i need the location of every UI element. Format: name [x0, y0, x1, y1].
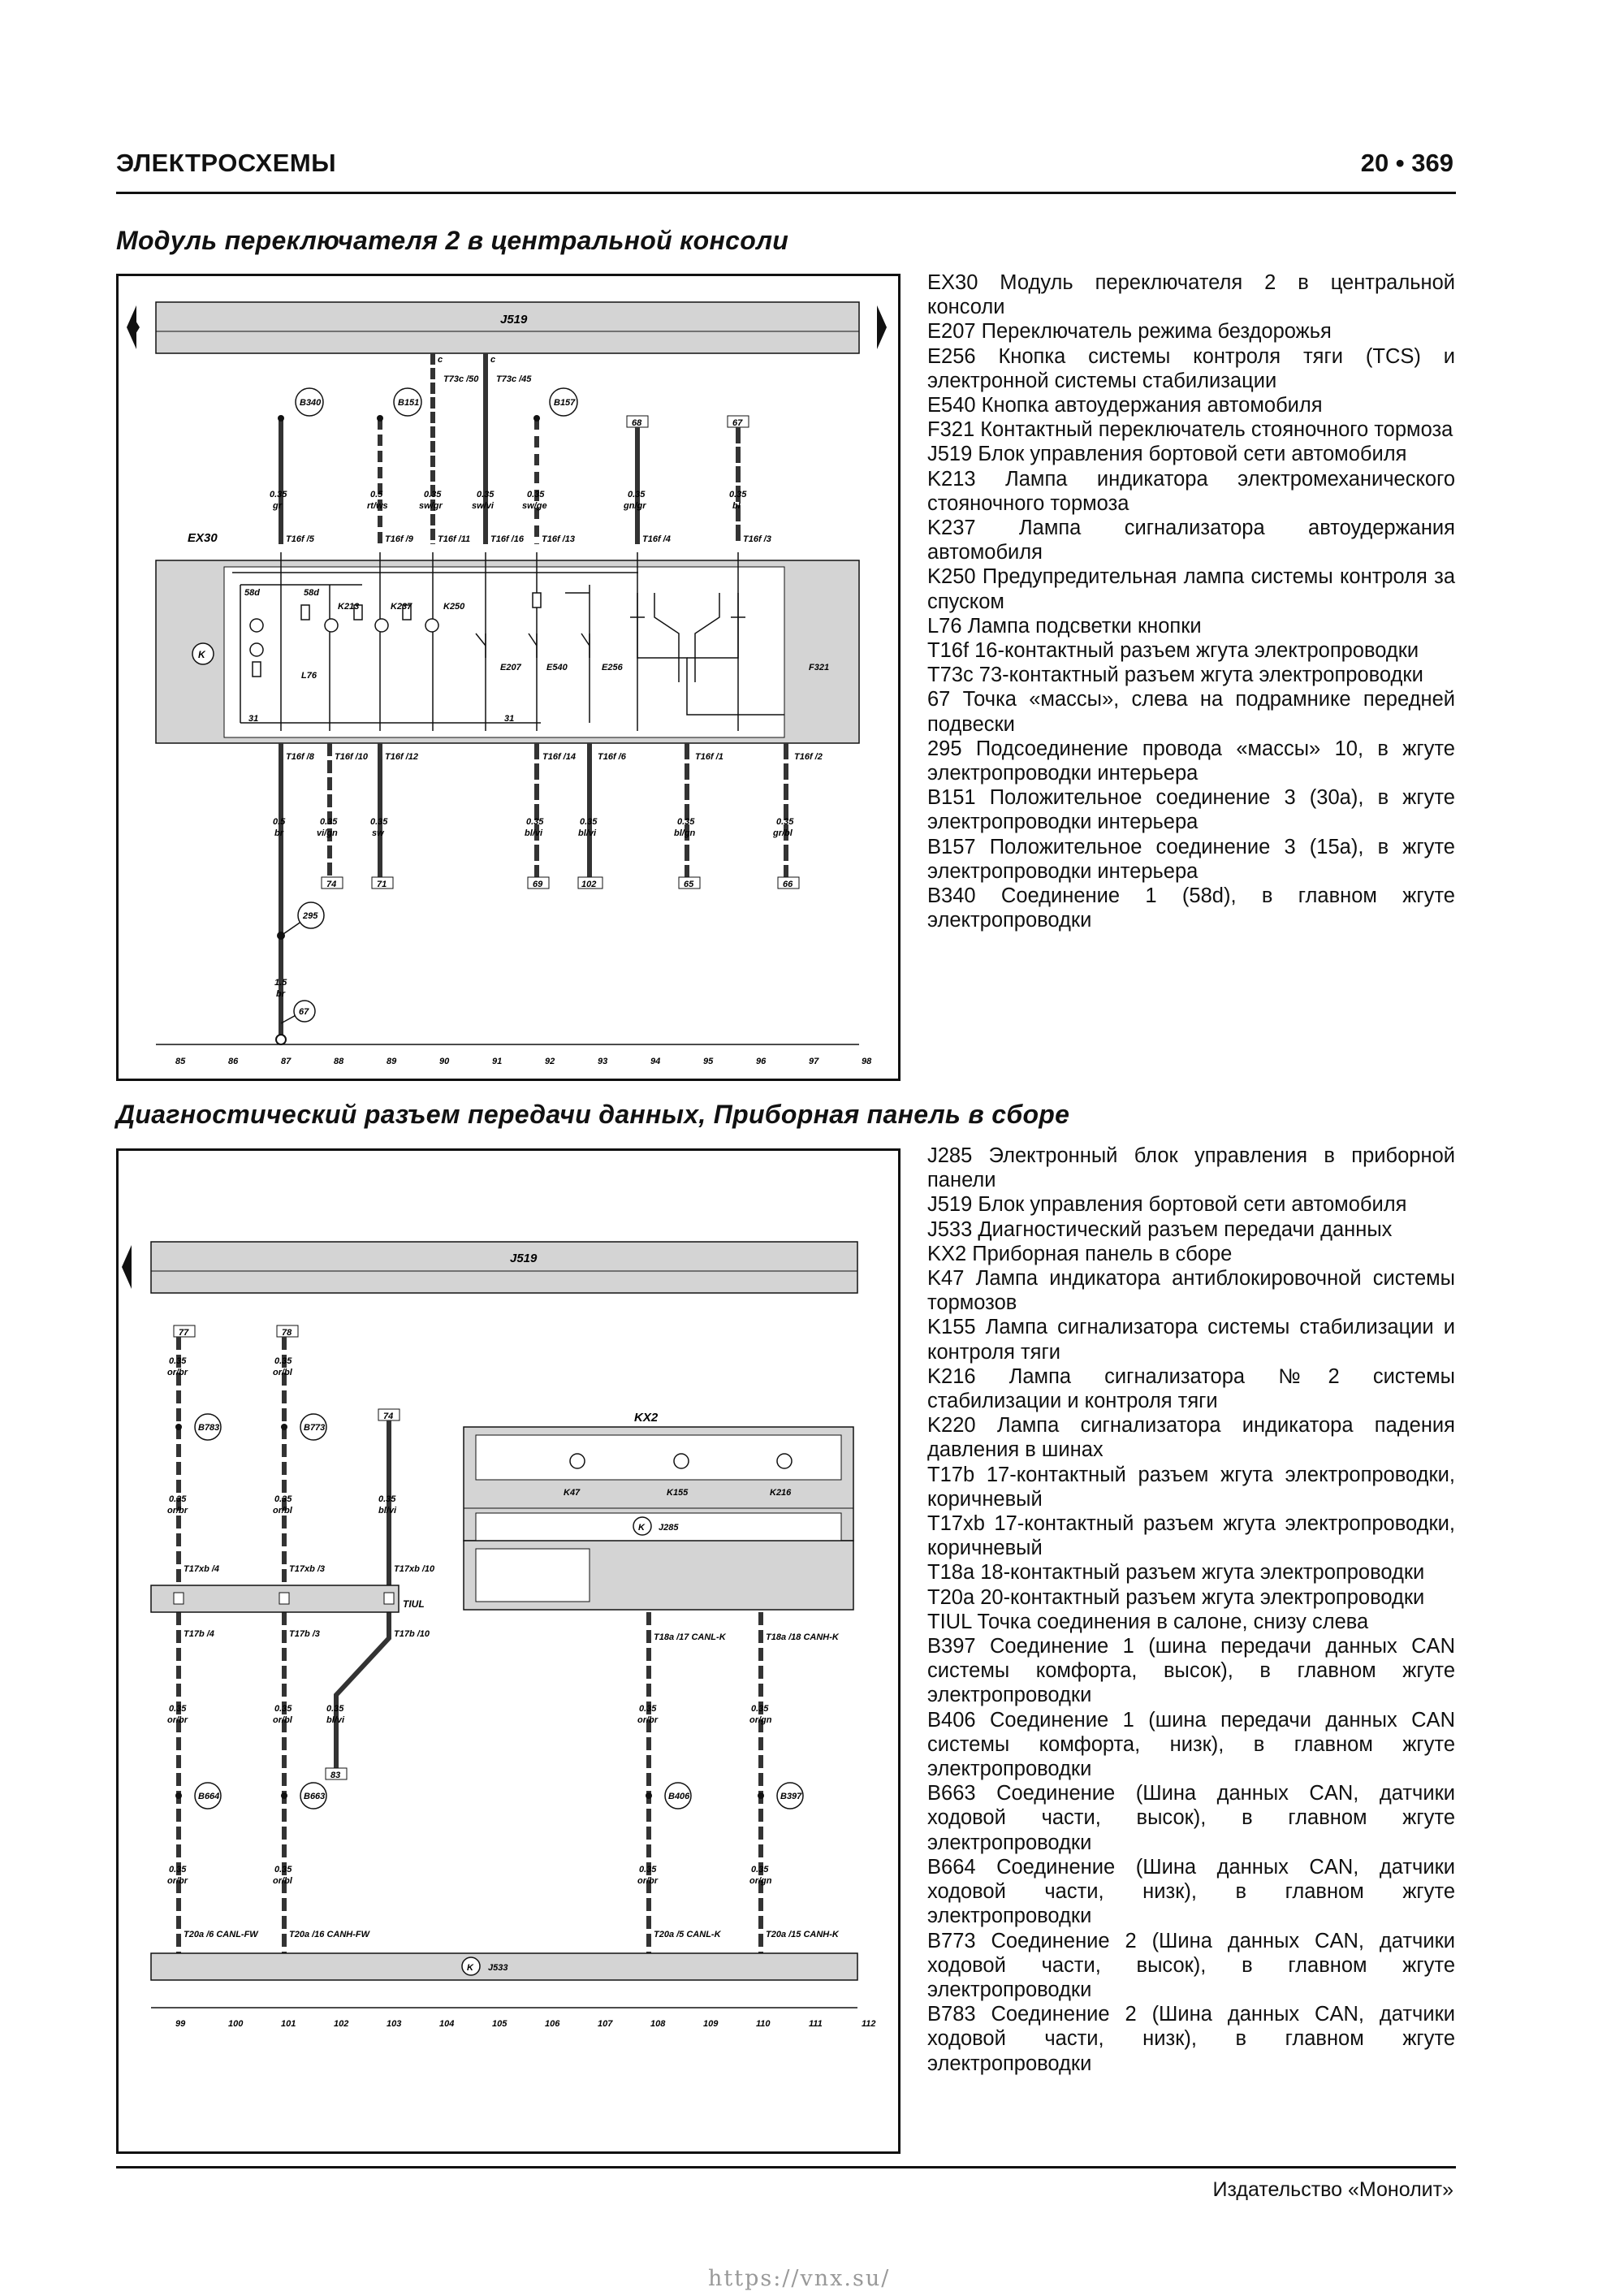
scale-tick-label: 100	[228, 2019, 244, 2029]
scale-tick-label: 104	[439, 2019, 455, 2029]
svg-text:T16f /16: T16f /16	[490, 534, 524, 544]
svg-text:T17b /10: T17b /10	[394, 1629, 430, 1639]
svg-text:T17b /3: T17b /3	[289, 1629, 320, 1639]
legend-entry: T73c 73-контактный разъем жгута электропроводки	[927, 664, 1423, 687]
svg-text:0.35: 0.35	[729, 490, 747, 499]
svg-text:0.5: 0.5	[273, 817, 286, 827]
svg-text:B406: B406	[668, 1792, 690, 1801]
svg-text:T18a /18 CANH-K: T18a /18 CANH-K	[766, 1632, 839, 1642]
svg-text:0.35: 0.35	[274, 1865, 292, 1874]
svg-text:T20a /5 CANL-K: T20a /5 CANL-K	[654, 1930, 721, 1939]
watermark-url: https://vnx.su/	[708, 2266, 891, 2291]
svg-text:69: 69	[533, 880, 543, 889]
legend-entry: B663 Соединение (Шина данных CAN, датчики ходовой части, высок), в главном жгуте электропроводки	[927, 1782, 1455, 1854]
svg-text:or/br: or/br	[167, 1715, 188, 1725]
svg-text:0.35: 0.35	[274, 1704, 292, 1714]
scale-tick-label: 94	[650, 1057, 661, 1066]
svg-text:102: 102	[581, 880, 597, 889]
legend-entry: KX2 Приборная панель в сборе	[927, 1242, 1233, 1265]
svg-text:T17b /4: T17b /4	[184, 1629, 214, 1639]
legend-entry: K220 Лампа сигнализатора индикатора падения давления в шинах	[927, 1414, 1455, 1462]
c-mark: c	[438, 355, 443, 365]
lamp-k155-icon	[674, 1454, 689, 1468]
legend-entry: T18a 18-контактный разъем жгута электропроводки	[927, 1561, 1425, 1585]
module-label: EX30	[188, 531, 218, 545]
svg-text:0.35: 0.35	[526, 817, 544, 827]
svg-text:0.35: 0.35	[639, 1704, 657, 1714]
scale-tick-label: 99	[175, 2019, 186, 2029]
svg-text:TIUL: TIUL	[403, 1598, 425, 1610]
svg-text:J519: J519	[510, 1252, 538, 1265]
svg-text:78: 78	[282, 1328, 292, 1338]
svg-text:B783: B783	[198, 1423, 220, 1433]
legend-entry: E540 Кнопка автоудержания автомобиля	[927, 394, 1323, 417]
svg-text:31: 31	[248, 714, 259, 724]
svg-text:K: K	[638, 1523, 645, 1533]
svg-text:E256: E256	[602, 663, 623, 672]
svg-text:T16f /9: T16f /9	[385, 534, 413, 544]
svg-text:66: 66	[783, 880, 793, 889]
svg-text:vi/gn: vi/gn	[317, 828, 338, 838]
scale-tick-label: 102	[334, 2019, 349, 2029]
svg-text:T20a /6 CANL-FW: T20a /6 CANL-FW	[184, 1930, 258, 1939]
svg-text:B663: B663	[304, 1792, 326, 1801]
svg-text:sw/ge: sw/ge	[522, 501, 547, 511]
svg-text:0.35: 0.35	[169, 1704, 187, 1714]
svg-text:0.35: 0.35	[378, 1494, 396, 1504]
scale-tick-label: 87	[281, 1057, 292, 1066]
svg-text:K155: K155	[667, 1488, 689, 1498]
svg-text:J533: J533	[488, 1963, 508, 1973]
svg-text:br: br	[276, 989, 285, 999]
column-scale	[175, 2019, 876, 2029]
svg-text:0.35: 0.35	[169, 1356, 187, 1366]
lamp-k47-icon	[570, 1454, 585, 1468]
j519-bus-bar	[156, 302, 859, 353]
svg-text:T16f /8: T16f /8	[286, 752, 314, 762]
svg-text:0.35: 0.35	[628, 490, 646, 499]
running-header-section: ЭЛЕКТРОСХЕМЫ	[116, 149, 337, 177]
svg-text:T16f /3: T16f /3	[743, 534, 771, 544]
svg-text:T16f /12: T16f /12	[385, 752, 418, 762]
svg-text:T16f /5: T16f /5	[286, 534, 314, 544]
svg-text:bl: bl	[732, 501, 741, 511]
legend-entry: B664 Соединение (Шина данных CAN, датчики ходовой части, низк), в главном жгуте электропроводки	[927, 1855, 1455, 1928]
legend-entry: B340 Соединение 1 (58d), в главном жгуте электропроводки	[927, 884, 1455, 932]
publisher: Издательство «Монолит»	[1212, 2178, 1453, 2201]
svg-text:58d: 58d	[244, 588, 260, 598]
section2-legend	[927, 1144, 1455, 2076]
legend-entry: K250 Предупредительная лампа системы контроля за спуском	[927, 565, 1455, 613]
svg-text:1.5: 1.5	[274, 978, 287, 988]
svg-text:0.35: 0.35	[639, 1865, 657, 1874]
svg-text:T17xb /3: T17xb /3	[289, 1564, 326, 1574]
svg-text:65: 65	[684, 880, 694, 889]
svg-text:K: K	[198, 649, 205, 660]
bottom-wires	[281, 743, 786, 1036]
scale-tick-label: 98	[862, 1057, 872, 1066]
lamp-icon	[250, 643, 263, 656]
scale-tick-label: 105	[492, 2019, 508, 2029]
svg-text:0.35: 0.35	[274, 1494, 292, 1504]
scale-tick-label: 95	[703, 1057, 714, 1066]
svg-text:T16f /6: T16f /6	[598, 752, 626, 762]
section2-title: Диагностический разъем передачи данных, Приборная панель в сборе	[116, 1100, 1070, 1129]
legend-entry: B397 Соединение 1 (шина передачи данных CAN системы комфорта, высок), в главном жгуте электропроводки	[927, 1635, 1455, 1707]
footer-rule	[116, 2166, 1456, 2168]
svg-text:or/bl: or/bl	[273, 1506, 292, 1516]
svg-text:67: 67	[299, 1007, 309, 1017]
svg-text:bl/gn: bl/gn	[674, 828, 696, 838]
scale-tick-label: 85	[175, 1057, 186, 1066]
page-number: 20 • 369	[1360, 149, 1453, 177]
scale-tick-label: 86	[228, 1057, 239, 1066]
scale-tick-label: 91	[492, 1057, 503, 1066]
legend-entry: B783 Соединение 2 (Шина данных CAN, датчики ходовой части, низк), в главном жгуте электропроводки	[927, 2003, 1455, 2075]
bus-label: J519	[500, 313, 528, 326]
svg-text:T16f /11: T16f /11	[438, 534, 471, 544]
svg-text:or/bl: or/bl	[273, 1368, 292, 1377]
svg-text:B397: B397	[780, 1792, 802, 1801]
legend-entry: K237 Лампа сигнализатора автоудержания автомобиля	[927, 517, 1455, 564]
legend-entry: E256 Кнопка системы контроля тяги (TCS) и электронной системы стабилизации	[927, 344, 1455, 392]
svg-text:or/br: or/br	[637, 1715, 659, 1725]
svg-text:KX2: KX2	[634, 1411, 659, 1425]
svg-text:gr: gr	[273, 501, 282, 511]
legend-entry: TIUL Точка соединения в салоне, снизу слева	[927, 1610, 1369, 1633]
tiul-connector-bar	[151, 1585, 399, 1612]
resistor-icon	[533, 593, 541, 608]
section1-legend	[927, 270, 1455, 932]
svg-text:K250: K250	[443, 602, 465, 612]
t73c-pin-label: T73c /50	[443, 374, 479, 384]
legend-entry: 67 Точка «массы», слева на подрамнике передней подвески	[927, 688, 1455, 736]
svg-text:T16f /14: T16f /14	[542, 752, 576, 762]
scale-tick-label: 109	[703, 2019, 719, 2029]
svg-text:T17xb /10: T17xb /10	[394, 1564, 435, 1574]
scale-tick-label: 112	[862, 2019, 876, 2029]
svg-text:T20a /16 CANH-FW: T20a /16 CANH-FW	[289, 1930, 370, 1939]
svg-text:T16f /10: T16f /10	[335, 752, 368, 762]
svg-text:or/bl: or/bl	[273, 1715, 292, 1725]
svg-text:K216: K216	[770, 1488, 792, 1498]
svg-text:0.35: 0.35	[527, 490, 545, 499]
section1-title: Модуль переключателя 2 в центральной консоли	[116, 226, 789, 255]
legend-entry: T17b 17-контактный разъем жгута электропроводки, коричневый	[927, 1463, 1455, 1511]
svg-text:B773: B773	[304, 1423, 326, 1433]
legend-entry: E207 Переключатель режима бездорожья	[927, 320, 1332, 344]
svg-text:E207: E207	[500, 663, 521, 672]
legend-entry: K47 Лампа индикатора антиблокировочной системы тормозов	[927, 1267, 1455, 1315]
svg-text:B151: B151	[398, 398, 420, 408]
svg-text:T16f /2: T16f /2	[794, 752, 823, 762]
svg-text:58d: 58d	[304, 588, 319, 598]
svg-text:sw: sw	[372, 828, 384, 838]
j519-bus-bar	[151, 1242, 857, 1293]
svg-text:77: 77	[179, 1328, 189, 1338]
legend-entry: B151 Положительное соединение 3 (30a), в жгуте электропроводки интерьера	[927, 786, 1455, 834]
scale-tick-label: 97	[809, 1057, 819, 1066]
svg-text:T16f /13: T16f /13	[542, 534, 575, 544]
svg-text:B157: B157	[554, 398, 576, 408]
scale-tick-label: 92	[545, 1057, 555, 1066]
section2-wiring-diagram	[116, 1148, 901, 2154]
svg-text:or/br: or/br	[167, 1506, 188, 1516]
svg-text:74: 74	[383, 1412, 394, 1421]
svg-text:or/bl: or/bl	[273, 1876, 292, 1886]
svg-text:67: 67	[732, 418, 743, 428]
legend-entry: T20a 20-контактный разъем жгута электропроводки	[927, 1585, 1425, 1609]
svg-text:0.35: 0.35	[477, 490, 495, 499]
svg-text:71: 71	[377, 880, 387, 889]
scale-tick-label: 108	[650, 2019, 666, 2029]
legend-entry: J519 Блок управления бортовой сети автомобиля	[927, 1193, 1407, 1217]
scale-tick-label: 103	[387, 2019, 402, 2029]
svg-text:F321: F321	[809, 663, 830, 672]
legend-entry: K216 Лампа сигнализатора №2 системы стабилизации и контроля тяги	[927, 1364, 1455, 1413]
svg-text:74: 74	[326, 880, 337, 889]
svg-text:or/gn: or/gn	[749, 1715, 772, 1725]
svg-text:0.35: 0.35	[169, 1865, 187, 1874]
svg-text:bl/vi: bl/vi	[326, 1715, 345, 1725]
bus-arrow-left-icon	[127, 305, 136, 349]
svg-text:0.35: 0.35	[169, 1494, 187, 1504]
scale-tick-label: 89	[387, 1057, 397, 1066]
svg-text:0.35: 0.35	[270, 490, 287, 499]
legend-entry: J519 Блок управления бортовой сети автомобиля	[927, 443, 1407, 466]
svg-text:T17xb /4: T17xb /4	[184, 1564, 220, 1574]
svg-text:0.35: 0.35	[274, 1356, 292, 1366]
svg-text:68: 68	[632, 418, 642, 428]
svg-text:B340: B340	[300, 398, 322, 408]
lamp-icon	[250, 619, 263, 632]
legend-entry: K213 Лампа индикатора электромеханического стояночного тормоза	[927, 467, 1455, 515]
svg-text:295: 295	[303, 911, 318, 921]
c-mark: c	[490, 355, 496, 365]
header-rule	[116, 192, 1456, 194]
legend-entry: EX30 Модуль переключателя 2 в центральной консоли	[927, 271, 1455, 319]
svg-text:T16f /4: T16f /4	[642, 534, 671, 544]
scale-tick-label: 93	[598, 1057, 608, 1066]
ground-point-icon	[276, 1035, 286, 1044]
lamp-k250-icon	[425, 619, 438, 632]
resistor-icon	[253, 662, 261, 677]
t73c-pin-label: T73c /45	[496, 374, 532, 384]
svg-text:gr/bl: gr/bl	[773, 828, 793, 838]
legend-entry: B406 Соединение 1 (шина передачи данных CAN системы комфорта, низк), в главном жгуте электропроводки	[927, 1708, 1455, 1781]
bus-arrow-right-icon	[877, 305, 887, 349]
svg-text:or/br: or/br	[637, 1876, 659, 1886]
legend-entry: J533 Диагностический разъем передачи данных	[927, 1217, 1393, 1241]
svg-text:or/br: or/br	[167, 1368, 188, 1377]
svg-text:0.35: 0.35	[424, 490, 442, 499]
svg-text:31: 31	[504, 714, 515, 724]
bus-arrow-left-icon	[122, 1245, 132, 1289]
svg-text:0.35: 0.35	[580, 817, 598, 827]
legend-entry: B773 Соединение 2 (Шина данных CAN, датчики ходовой части, высок), в главном жгуте электропроводки	[927, 1929, 1455, 2001]
svg-text:0.35: 0.35	[751, 1865, 769, 1874]
legend-entry: T16f 16-контактный разъем жгута электропроводки	[927, 639, 1419, 663]
scale-tick-label: 88	[334, 1057, 344, 1066]
svg-text:bl/vi: bl/vi	[578, 828, 597, 838]
svg-text:br: br	[274, 828, 283, 838]
scale-tick-label: 106	[545, 2019, 560, 2029]
svg-text:0.35: 0.35	[751, 1704, 769, 1714]
svg-text:0.5: 0.5	[370, 490, 383, 499]
svg-text:or/gn: or/gn	[749, 1876, 772, 1886]
svg-text:bl/vi: bl/vi	[378, 1506, 397, 1516]
svg-text:K237: K237	[391, 602, 412, 612]
legend-entry: L76 Лампа подсветки кнопки	[927, 614, 1202, 638]
svg-text:T18a /17 CANL-K: T18a /17 CANL-K	[654, 1632, 726, 1642]
scale-tick-label: 107	[598, 2019, 613, 2029]
svg-text:83: 83	[330, 1771, 341, 1780]
svg-text:0.35: 0.35	[776, 817, 794, 827]
svg-text:0.35: 0.35	[677, 817, 695, 827]
svg-text:T16f /1: T16f /1	[695, 752, 723, 762]
lamp-k216-icon	[777, 1454, 792, 1468]
svg-text:or/br: or/br	[167, 1876, 188, 1886]
lamp-k237-icon	[375, 619, 388, 632]
legend-entry: K155 Лампа сигнализатора системы стабилизации и контроля тяги	[927, 1316, 1455, 1364]
svg-text:gn/gr: gn/gr	[624, 501, 646, 511]
resistor-icon	[301, 605, 309, 620]
svg-text:E540: E540	[546, 663, 568, 672]
svg-text:K: K	[467, 1963, 473, 1973]
scale-tick-label: 110	[756, 2019, 771, 2029]
svg-text:0.35: 0.35	[326, 1704, 344, 1714]
legend-entry: 295 Подсоединение провода «массы» 10, в жгуте электропроводки интерьера	[927, 737, 1455, 785]
section1-wiring-diagram	[116, 274, 901, 1081]
svg-text:0.35: 0.35	[370, 817, 388, 827]
column-scale	[175, 1057, 872, 1066]
svg-text:sw/gr: sw/gr	[419, 501, 443, 511]
svg-text:B664: B664	[198, 1792, 220, 1801]
svg-text:rt/ws: rt/ws	[367, 501, 388, 511]
scale-tick-label: 90	[439, 1057, 450, 1066]
svg-text:sw/vi: sw/vi	[472, 501, 494, 511]
svg-text:J285: J285	[659, 1523, 679, 1533]
legend-entry: J285 Электронный блок управления в приборной панели	[927, 1144, 1455, 1192]
scale-tick-label: 96	[756, 1057, 767, 1066]
svg-text:K47: K47	[564, 1488, 581, 1498]
legend-entry: B157 Положительное соединение 3 (15a), в жгуте электропроводки интерьера	[927, 835, 1455, 883]
legend-entry: T17xb 17-контактный разъем жгута электропроводки, коричневый	[927, 1512, 1455, 1560]
svg-text:L76: L76	[301, 671, 317, 681]
scale-tick-label: 101	[281, 2019, 296, 2029]
svg-text:T20a /15 CANH-K: T20a /15 CANH-K	[766, 1930, 839, 1939]
lamp-k213-icon	[325, 619, 338, 632]
legend-entry: F321 Контактный переключатель стояночного тормоза	[927, 418, 1453, 442]
svg-text:bl/vi: bl/vi	[525, 828, 543, 838]
svg-text:0.35: 0.35	[320, 817, 338, 827]
scale-tick-label: 111	[809, 2019, 823, 2029]
svg-text:K213: K213	[338, 602, 360, 612]
